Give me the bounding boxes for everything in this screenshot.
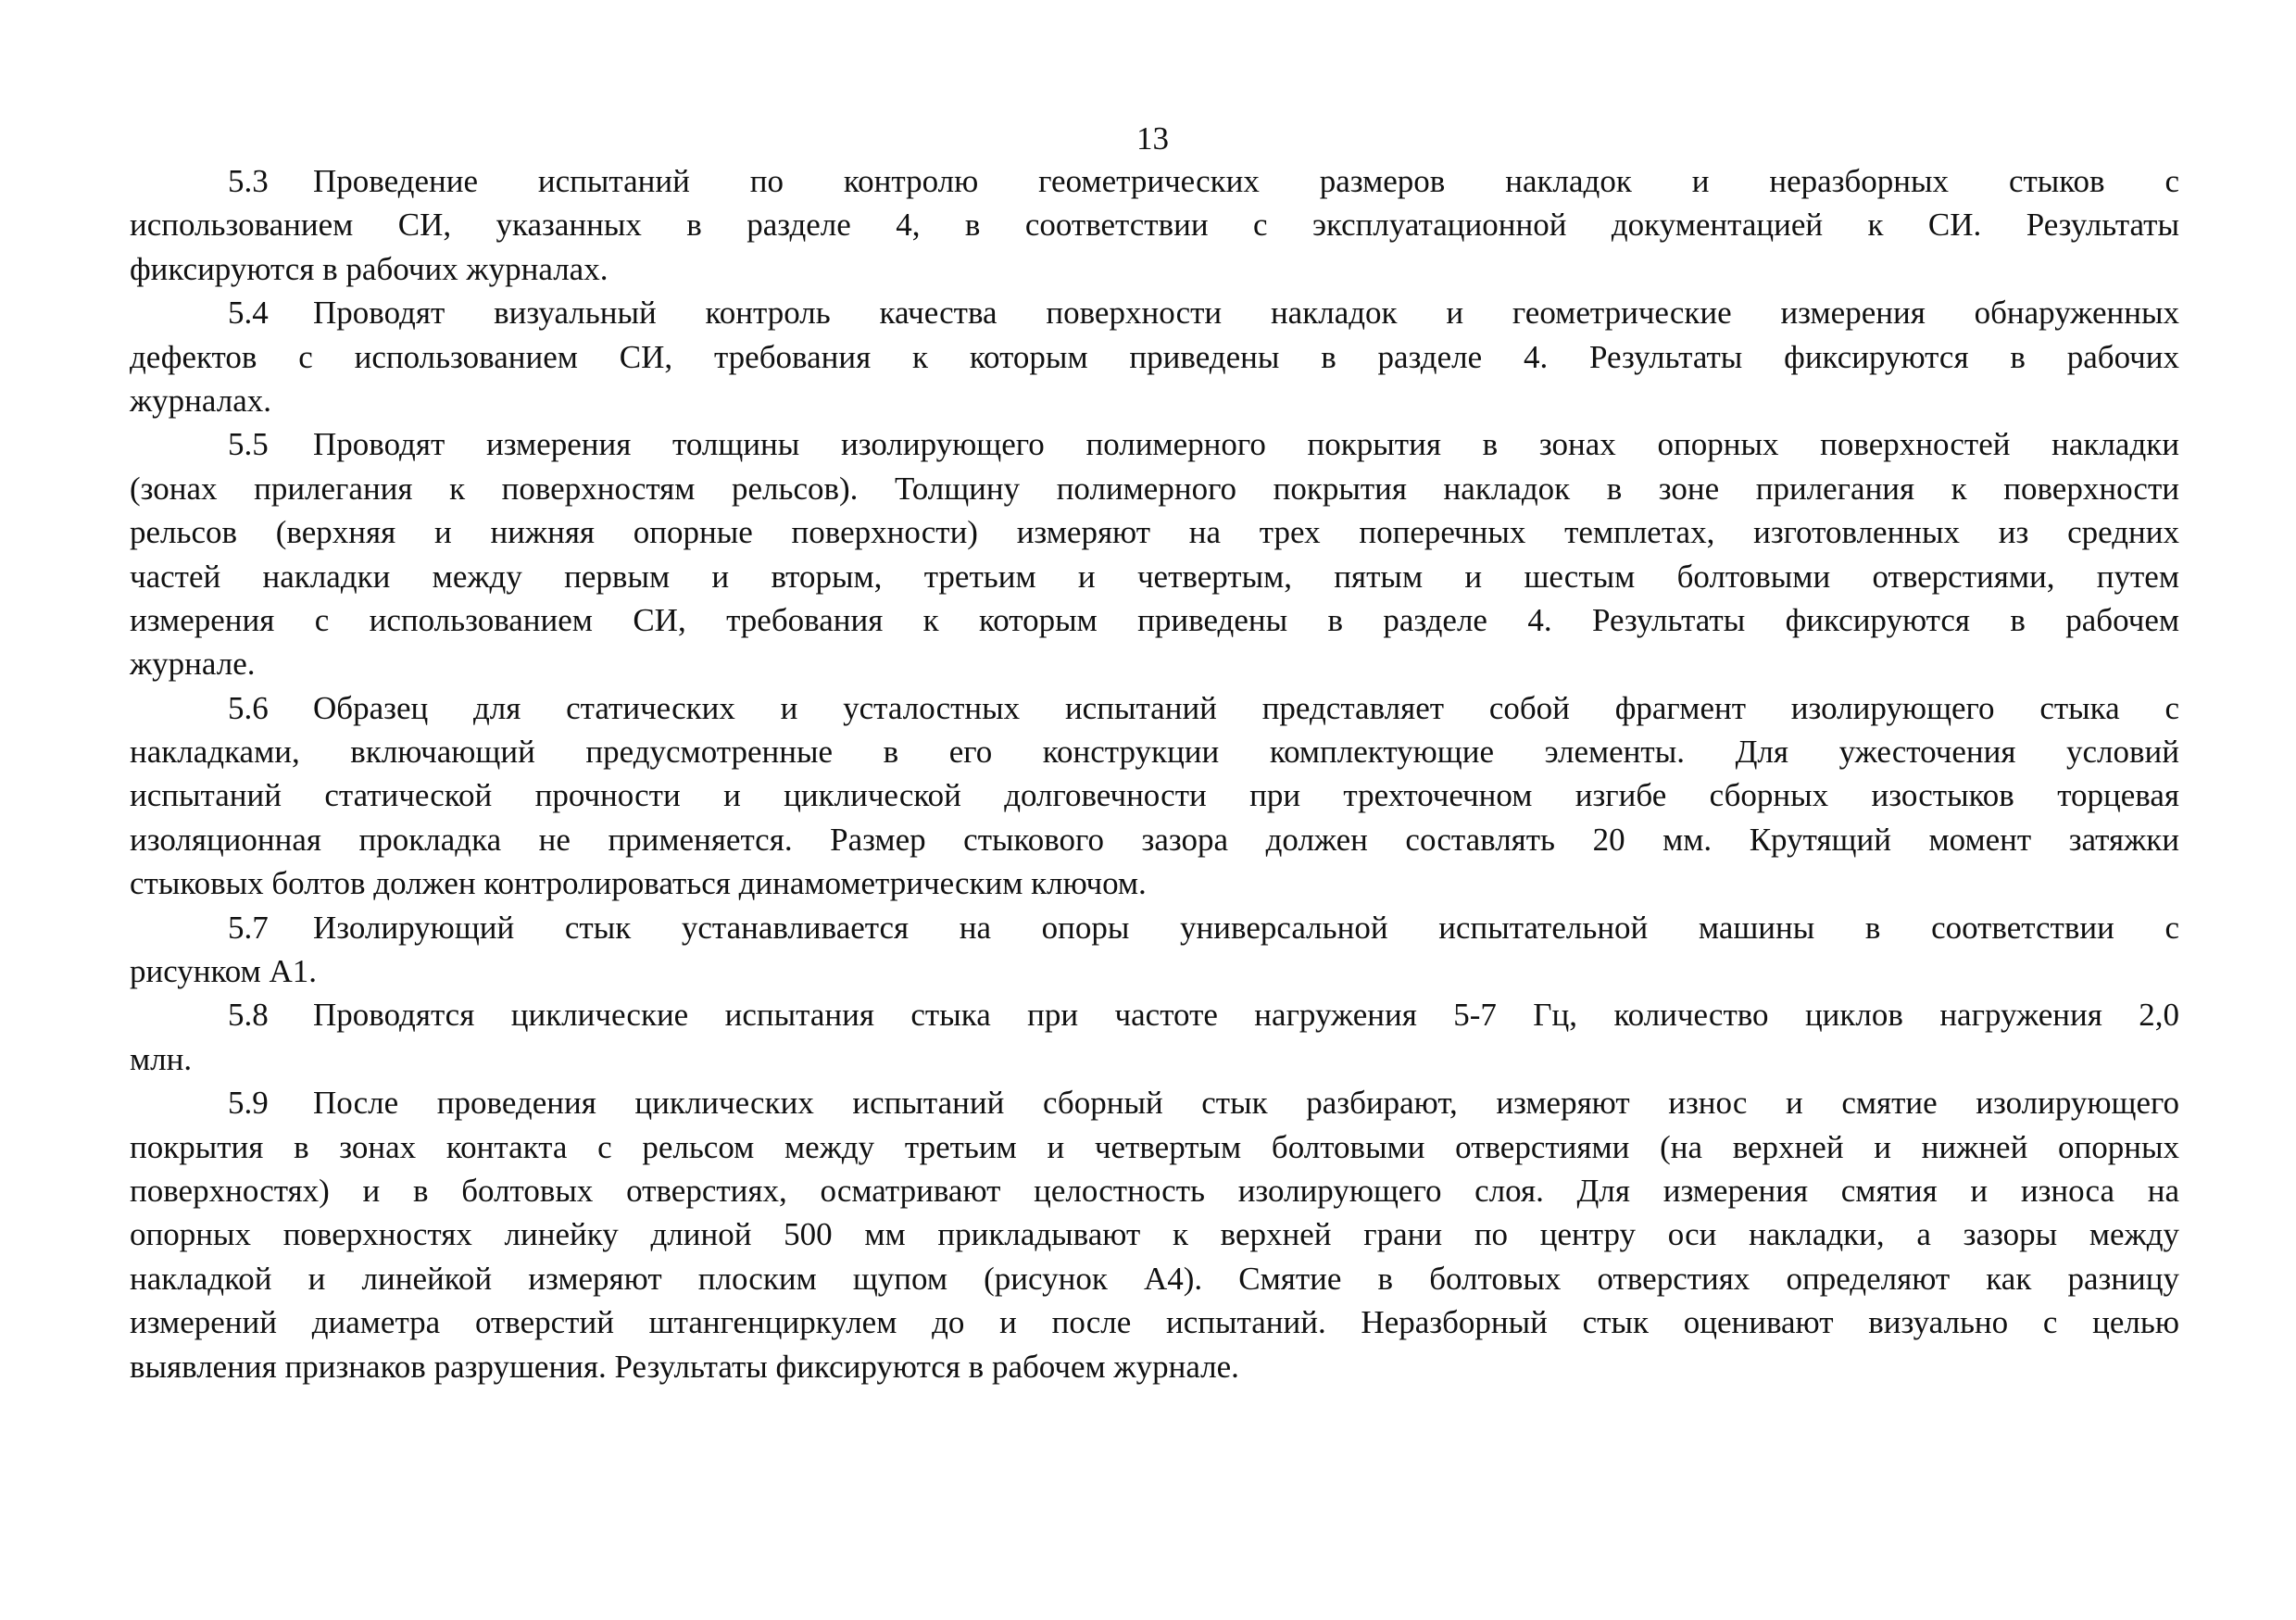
section-number: 5.9 — [228, 1085, 269, 1122]
paragraph-5-3 — [130, 159, 2179, 291]
line-text: Изолирующий стык устанавливается на опоры универсальной испытательной машины в соответствии с — [313, 909, 2179, 946]
text-line: рельсов (верхняя и нижняя опорные поверхности) измеряют на трех поперечных темплетах, изготовленных из средних — [130, 514, 2179, 551]
text-line: измерений диаметра отверстий штангенциркулем до и после испытаний. Неразборный стык оценивают визуально с целью — [130, 1304, 2179, 1341]
section-number: 5.7 — [228, 909, 269, 946]
text-line: дефектов с использованием СИ, требования к которым приведены в разделе 4. Результаты фиксируются в рабочих — [130, 338, 2179, 375]
text-line: фиксируются в рабочих журналах. — [130, 250, 609, 287]
text-line: измерения с использованием СИ, требования к которым приведены в разделе 4. Результаты фиксируются в рабочем — [130, 601, 2179, 638]
text-line: накладкой и линейкой измеряют плоским щупом (рисунок А4). Смятие в болтовых отверстиях определяют как разницу — [130, 1260, 2179, 1297]
text-line: изоляционная прокладка не применяется. Размер стыкового зазора должен составлять 20 мм. Крутящий момент затяжки — [130, 821, 2179, 858]
line-text: Проведение испытаний по контролю геометрических размеров накладок и неразборных стыков с — [313, 163, 2179, 199]
section-number: 5.5 — [228, 426, 269, 463]
section-number: 5.3 — [228, 163, 269, 199]
text-line: журнале. — [130, 646, 256, 683]
text-line: опорных поверхностях линейку длиной 500 мм прикладывают к верхней грани по центру оси накладки, а зазоры между — [130, 1216, 2179, 1253]
text-line — [130, 906, 2179, 949]
text-line — [130, 422, 2179, 466]
paragraph-5-5 — [130, 422, 2179, 685]
text-line — [130, 159, 2179, 203]
text-line: накладками, включающий предусмотренные в его конструкции комплектующие элементы. Для ужесточения условий — [130, 734, 2179, 771]
text-line: покрытия в зонах контакта с рельсом между третьим и четвертым болтовыми отверстиями (на верхней и нижней опорных — [130, 1128, 2179, 1165]
paragraph-5-9 — [130, 1081, 2179, 1388]
line-text: Проводятся циклические испытания стыка при частоте нагружения 5-7 Гц, количество циклов нагружения 2,0 — [313, 997, 2179, 1034]
text-line — [130, 686, 2179, 730]
text-line: журналах. — [130, 382, 272, 419]
text-line — [130, 993, 2179, 1036]
line-text: После проведения циклических испытаний сборный стык разбирают, измеряют износ и смятие изолирующего — [313, 1085, 2179, 1122]
text-line: млн. — [130, 1040, 193, 1077]
text-line — [130, 1081, 2179, 1124]
document-body — [130, 159, 2179, 1388]
section-number: 5.6 — [228, 689, 269, 726]
paragraph-5-8 — [130, 993, 2179, 1081]
text-line: (зонах прилегания к поверхностям рельсов). Толщину полимерного покрытия накладок в зоне прилегания к поверхности — [130, 470, 2179, 507]
line-text: Проводят измерения толщины изолирующего полимерного покрытия в зонах опорных поверхностей накладки — [313, 426, 2179, 463]
text-line: испытаний статической прочности и циклической долговечности при трехточечном изгибе сборных изостыков торцевая — [130, 777, 2179, 814]
text-line: рисунком А1. — [130, 953, 318, 990]
text-line: выявления признаков разрушения. Результаты фиксируются в рабочем журнале. — [130, 1348, 1239, 1385]
section-number: 5.8 — [228, 997, 269, 1034]
text-line: поверхностях) и в болтовых отверстиях, осматривают целостность изолирующего слоя. Для измерения смятия и износа на — [130, 1172, 2179, 1209]
line-text: Проводят визуальный контроль качества поверхности накладок и геометрические измерения обнаруженных — [313, 295, 2179, 332]
paragraph-5-7 — [130, 906, 2179, 994]
line-text: Образец для статических и усталостных испытаний представляет собой фрагмент изолирующего стыка с — [313, 689, 2179, 726]
page-number: 13 — [1136, 120, 1169, 157]
text-line — [130, 291, 2179, 334]
text-line: частей накладки между первым и вторым, третьим и четвертым, пятым и шестым болтовыми отверстиями, путем — [130, 558, 2179, 595]
paragraph-5-4 — [130, 291, 2179, 422]
paragraph-5-6 — [130, 686, 2179, 906]
text-line: использованием СИ, указанных в разделе 4, в соответствии с эксплуатационной документацией к СИ. Результаты — [130, 207, 2179, 244]
section-number: 5.4 — [228, 295, 269, 332]
text-line: стыковых болтов должен контролироваться динамометрическим ключом. — [130, 865, 1147, 902]
